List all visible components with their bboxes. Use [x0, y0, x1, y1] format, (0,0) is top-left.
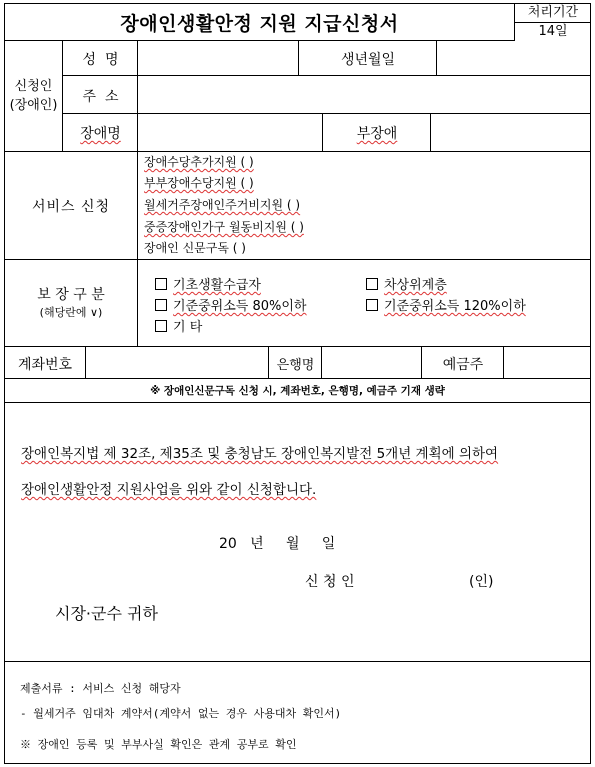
service-label: 서비스 신청 [31, 199, 111, 215]
option-label: 기초생활수급자 [173, 278, 261, 293]
name-field[interactable] [138, 41, 299, 76]
statement-line-1 [21, 442, 498, 462]
birth-field[interactable] [437, 41, 591, 76]
checkbox[interactable] [366, 299, 378, 311]
account-label: 계좌번호 [17, 357, 73, 373]
holder-field[interactable] [504, 347, 591, 379]
birth-label: 생년월일 [340, 52, 396, 68]
guarantee-label: 보 장 구 분 [37, 287, 105, 303]
address-field[interactable] [138, 76, 591, 114]
option-basic-livelihood[interactable] [155, 274, 261, 293]
service-item-allowance[interactable] [144, 153, 254, 170]
service-item-label: 중증장애인가구 월동비지원 ( ) [144, 220, 304, 234]
service-item-label: 장애수당추가지원 ( ) [144, 155, 254, 169]
option-label: 기준중위소득 80%이하 [173, 299, 307, 314]
account-field[interactable] [86, 347, 269, 379]
holder-label: 예금주 [442, 357, 484, 373]
applicant-signature-label: 신 청 인 [305, 574, 355, 590]
option-other[interactable] [155, 316, 202, 335]
applicant-sublabel: (장애인) [9, 98, 58, 113]
statement-text: 장애인생활안정 지원사업을 위와 같이 신청합니다. [21, 482, 317, 498]
disability-field[interactable] [138, 114, 323, 152]
multiple-disability-label: 부장애 [356, 126, 398, 142]
processing-period-label: 처리기간 [527, 5, 579, 20]
multiple-disability-field[interactable] [431, 114, 591, 152]
form-title: 장애인생활안정 지원 지급신청서 [120, 13, 399, 35]
date-line: 20 년 월 일 [219, 536, 336, 552]
checkbox[interactable] [155, 278, 167, 290]
recipient-line: 시장·군수 귀하 [55, 604, 158, 623]
statement-line-2 [21, 478, 316, 498]
checkbox[interactable] [366, 278, 378, 290]
option-label: 기준중위소득 120%이하 [384, 299, 526, 314]
service-item-label: 부부장애수당지원 ( ) [144, 176, 254, 190]
service-item-couple[interactable] [144, 174, 254, 191]
verification-note: ※ 장애인 등록 및 부부사실 확인은 관계 공부로 확인 [20, 738, 297, 751]
option-label: 차상위계층 [384, 278, 447, 293]
statement-text: 장애인복지법 제 32조, 제35조 및 충청남도 장애인복지발전 5개년 계획에 의하여 [21, 446, 499, 462]
service-item-winter[interactable] [144, 218, 304, 235]
bank-label: 은행명 [276, 358, 315, 373]
bank-field[interactable] [322, 347, 422, 379]
service-item-rent[interactable] [144, 196, 300, 213]
option-median-80[interactable] [155, 295, 307, 314]
guarantee-sublabel: (해당란에 ∨) [39, 306, 103, 319]
option-median-120[interactable] [366, 295, 526, 314]
account-note: ※ 장애인신문구독 신청 시, 계좌번호, 은행명, 예금주 기재 생략 [150, 385, 445, 397]
applicant-label: 신청인 [14, 79, 53, 94]
address-label: 주 소 [82, 89, 119, 105]
seal-mark: (인) [469, 574, 494, 590]
service-item-newspaper[interactable] [144, 239, 246, 256]
service-item-label: 월세거주장애인주거비지원 ( ) [144, 198, 301, 212]
option-label: 기 타 [173, 320, 203, 335]
name-label: 성 명 [82, 52, 119, 68]
submission-doc-1: - 월세거주 임대차 계약서(계약서 없는 경우 사용대차 확인서) [20, 707, 342, 720]
option-near-poverty[interactable] [366, 274, 447, 293]
processing-period-value: 14일 [538, 24, 568, 39]
disability-name-label: 장애명 [80, 126, 121, 142]
footer-divider [4, 661, 591, 662]
checkbox[interactable] [155, 299, 167, 311]
checkbox[interactable] [155, 320, 167, 332]
submission-docs: 제출서류 : 서비스 신청 해당자 [20, 682, 181, 695]
service-item-label: 장애인 신문구독 ( ) [144, 241, 246, 255]
